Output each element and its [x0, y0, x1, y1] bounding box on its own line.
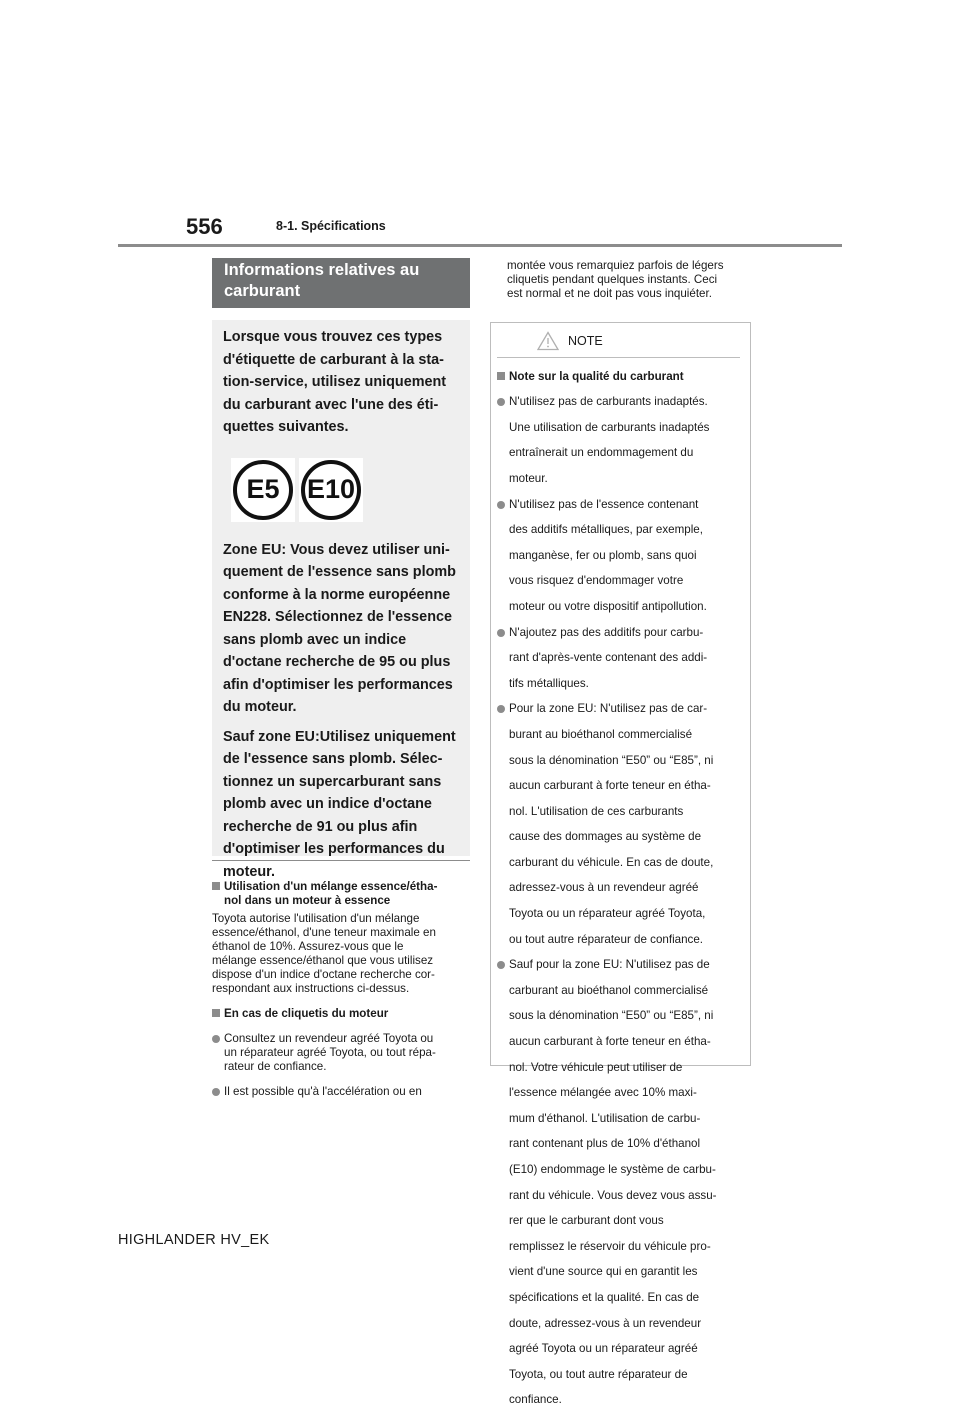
intro-line: d'étiquette de carburant à la sta-: [223, 351, 444, 368]
text-line: moteur ou votre dispositif antipollution.: [509, 599, 707, 613]
round-bullet-icon: [497, 398, 505, 406]
round-bullet-icon: [497, 705, 505, 713]
text-line: agréé Toyota ou un réparateur agréé: [509, 1342, 698, 1356]
eu-line: sans plomb avec un indice: [223, 631, 407, 648]
non-eu-line: d'optimiser les performances du: [223, 841, 445, 857]
non-eu-line: plomb avec un indice d'octane: [223, 796, 432, 812]
text-line: N'utilisez pas de l'essence contenant: [509, 497, 699, 511]
square-bullet-icon: [497, 372, 505, 380]
text-line: ou tout autre réparateur de confiance.: [509, 932, 704, 946]
text-line: rateur de confiance.: [224, 1060, 327, 1073]
intro-line: du carburant avec l'une des éti-: [223, 396, 439, 413]
text-line: rant contenant plus de 10% d'éthanol: [509, 1137, 701, 1151]
non-eu-line: tionnez un supercarburant sans: [223, 773, 442, 790]
text-line: entraînerait un endommagement du: [509, 446, 694, 460]
text-line: cliquetis pendant quelques instants. Ceci: [507, 273, 718, 286]
text-line: aucun carburant à forte teneur en étha-: [509, 1035, 711, 1049]
header-divider: [118, 244, 842, 247]
note-box: [490, 322, 751, 1407]
heading-line: Utilisation d'un mélange essence/étha-: [224, 880, 438, 893]
info-title-line: carburant: [224, 282, 301, 300]
text-line: Toyota autorise l'utilisation d'un mélange: [212, 912, 420, 925]
text-line: Pour la zone EU: N'utilisez pas de car-: [509, 702, 708, 716]
note-divider: [497, 357, 740, 358]
text-line: carburant au bioéthanol commercialisé: [509, 983, 709, 997]
info-title-line: Informations relatives au: [224, 261, 420, 279]
text-line: respondant aux instructions ci-dessus.: [212, 982, 410, 995]
text-line: Il est possible qu'à l'accélération ou en: [224, 1085, 422, 1098]
eu-line: afin d'optimiser les performances: [223, 676, 453, 693]
note-heading: [497, 370, 740, 384]
text-line: nol. L'utilisation de ces carburants: [509, 804, 684, 818]
text-line: rant du véhicule. Vous devez vous assu-: [509, 1188, 717, 1202]
eu-line: Zone EU: Vous devez utiliser uni-: [223, 541, 450, 558]
text-line: N'utilisez pas de carburants inadaptés.: [509, 395, 708, 409]
text-line: confiance.: [509, 1393, 562, 1407]
ethanol-paragraph: [212, 912, 470, 996]
fuel-labels: [231, 458, 460, 522]
text-line: Consultez un revendeur agréé Toyota ou: [224, 1032, 434, 1045]
heading-line: Note sur la qualité du carburant: [509, 369, 684, 383]
text-line: des additifs métalliques, par exemple,: [509, 523, 703, 537]
heading-line: nol dans un moteur à essence: [224, 894, 391, 907]
text-line: burant au bioéthanol commercialisé: [509, 727, 693, 741]
round-bullet-icon: [212, 1035, 220, 1043]
eu-line: d'octane recherche de 95 ou plus: [223, 654, 451, 670]
square-bullet-icon: [212, 1009, 220, 1017]
text-line: moteur.: [509, 471, 548, 485]
text-line: remplissez le réservoir du véhicule pro-: [509, 1239, 711, 1253]
text-line: spécifications et la qualité. En cas de: [509, 1290, 700, 1304]
square-bullet-icon: [212, 882, 220, 890]
eu-line: conforme à la norme européenne: [223, 586, 451, 603]
text-line: Une utilisation de carburants inadaptés: [509, 420, 710, 434]
text-line: Toyota ou un réparateur agréé Toyota,: [509, 907, 706, 921]
text-line: rer que le carburant dont vous: [509, 1214, 664, 1228]
text-line: vient d'une source qui en garantit les: [509, 1265, 698, 1279]
text-line: sous la dénomination “E50” ou “E85”, ni: [509, 1009, 714, 1023]
page-number: 556: [186, 214, 223, 239]
heading-line: En cas de cliquetis du moteur: [224, 1007, 389, 1020]
text-line: (E10) endommage le système de carbu-: [509, 1163, 716, 1176]
note-bullet: [497, 395, 740, 486]
round-bullet-icon: [497, 629, 505, 637]
intro-line: Lorsque vous trouvez ces types: [223, 329, 443, 345]
continued-text: [507, 259, 751, 301]
text-line: doute, adressez-vous à un revendeur: [509, 1316, 702, 1330]
text-line: N'ajoutez pas des additifs pour carbu-: [509, 625, 704, 639]
section-title: 8-1. Spécifications: [276, 219, 386, 233]
note-bullet: [497, 702, 740, 946]
intro-line: quettes suivantes.: [223, 419, 349, 435]
intro-line: tion-service, utilisez uniquement: [223, 374, 447, 390]
note-bullet: [497, 958, 740, 1407]
text-line: tifs métalliques.: [509, 676, 589, 690]
text-line: Sauf pour la zone EU: N'utilisez pas de: [509, 958, 710, 972]
non-eu-line: recherche de 91 ou plus afin: [223, 818, 418, 835]
text-line: carburant du véhicule. En cas de doute,: [509, 855, 714, 869]
text-line: cause des dommages au système de: [509, 830, 702, 844]
eu-line: du moteur.: [223, 699, 297, 715]
warning-triangle-icon: [537, 331, 559, 351]
text-line: mélange essence/éthanol que vous utilisez: [212, 954, 434, 967]
round-bullet-icon: [497, 501, 505, 509]
bullet-item: [212, 1032, 470, 1074]
left-column: [212, 880, 470, 1099]
text-line: Toyota, ou tout autre réparateur de: [509, 1367, 688, 1381]
note-bullet: [497, 626, 740, 691]
ethanol-heading: [212, 880, 470, 908]
text-line: un réparateur agréé Toyota, ou tout répa-: [224, 1046, 436, 1059]
text-line: mum d'éthanol. L'utilisation de carbu-: [509, 1111, 701, 1125]
text-line: rant d'après-vente contenant des addi-: [509, 651, 708, 665]
round-bullet-icon: [212, 1088, 220, 1096]
text-line: éthanol de 10%. Assurez-vous que le: [212, 940, 404, 953]
section-divider: [212, 860, 470, 861]
eu-line: EN228. Sélectionnez de l'essence: [223, 609, 452, 625]
note-bullet: [497, 498, 740, 614]
non-eu-line: de l'essence sans plomb. Sélec-: [223, 751, 443, 767]
text-line: l'essence mélangée avec 10% maxi-: [509, 1086, 697, 1100]
text-line: aucun carburant à forte teneur en étha-: [509, 779, 711, 793]
text-line: sous la dénomination “E50” ou “E85”, ni: [509, 753, 714, 767]
text-line: manganèse, fer ou plomb, sans quoi: [509, 548, 697, 562]
non-eu-line: Sauf zone EU:Utilisez uniquement: [223, 728, 456, 745]
text-line: dispose d'un indice d'octane recherche cor-: [212, 968, 435, 981]
text-line: adressez-vous à un revendeur agréé: [509, 881, 699, 895]
text-line: essence/éthanol, d'une teneur maximale en: [212, 926, 436, 939]
info-section-title: [212, 258, 470, 308]
text-line: montée vous remarquiez parfois de légers: [507, 259, 724, 272]
non-eu-line: moteur.: [223, 863, 275, 880]
text-line: est normal et ne doit pas vous inquiéter.: [507, 287, 712, 300]
e5-fuel-label-icon: E5: [233, 460, 293, 520]
eu-line: quement de l'essence sans plomb: [223, 564, 456, 580]
text-line: vous risquez d'endommager votre: [509, 574, 684, 588]
knocking-heading: [212, 1007, 470, 1021]
round-bullet-icon: [497, 961, 505, 969]
model-footer: HIGHLANDER HV_EK: [118, 1232, 270, 1248]
note-label: NOTE: [568, 334, 603, 348]
text-line: nol. Votre véhicule peut utiliser de: [509, 1060, 683, 1074]
note-header: [537, 328, 740, 354]
bullet-item: [212, 1085, 470, 1099]
fuel-info-box: [212, 320, 470, 880]
e10-fuel-label-icon: E10: [301, 460, 361, 520]
